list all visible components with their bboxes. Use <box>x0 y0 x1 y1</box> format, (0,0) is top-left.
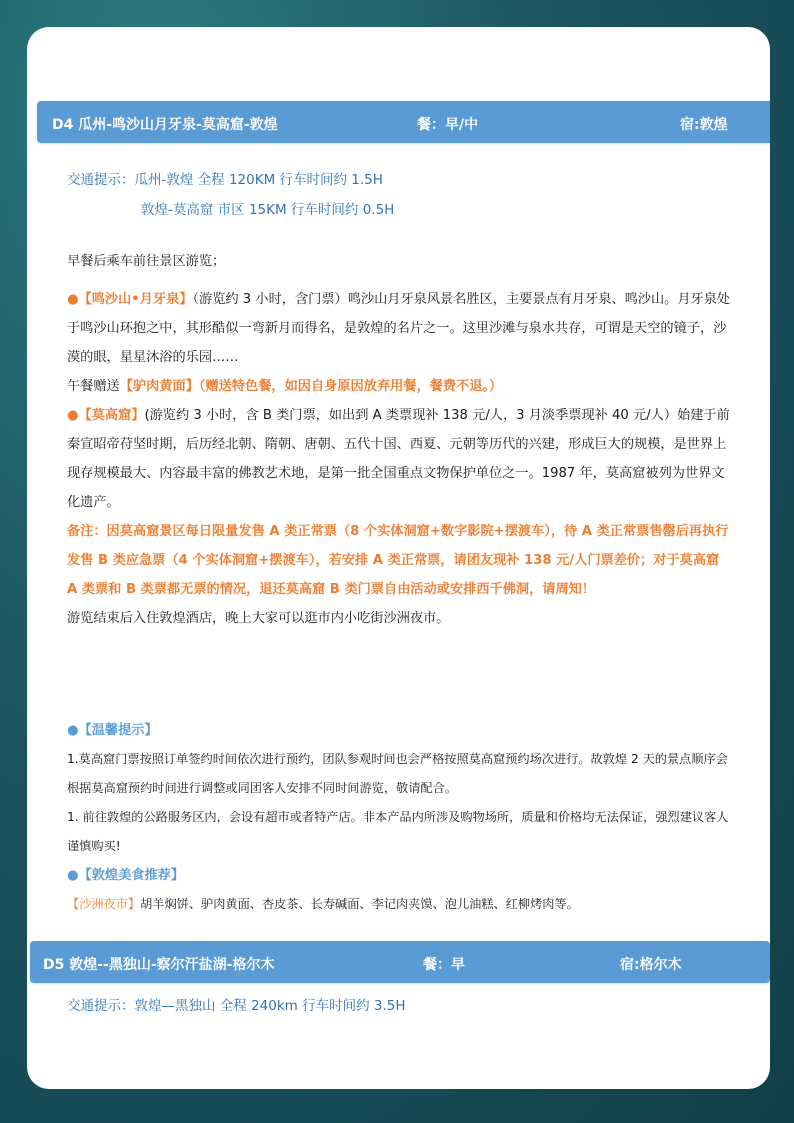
lunch-paragraph <box>67 372 731 401</box>
day4-meal: 餐：早/中 <box>417 117 479 133</box>
spot-mogao-desc: (游览约 3 小时，含 B 类门票，如出到 A 类票现补 138 元/人，3 月淡季票现补 40 元/人）始建于前秦宣昭帝苻坚时期，后历经北朝、隋朝、唐朝、五代十国、西夏、元朝等历代的兴建，形成巨大的规模，是世界上现存规模最大、内容最丰富的佛教艺术地，是第一批全国重点文物保护单位之一。1987 年，莫高窟被列为世界文化遗产。 <box>67 408 730 510</box>
day4-intro: 早餐后乘车前往景区游览； <box>67 254 226 269</box>
day4-transport-line-1: 交通提示：瓜州-敦煌 全程 120KM 行车时间约 1.5H <box>67 172 383 188</box>
lunch-name: 【驴肉黄面】（赠送特色餐，如因自身原因放弃用餐，餐费不退。） <box>119 379 503 394</box>
food-line <box>67 890 731 919</box>
tips-section <box>67 716 731 919</box>
lunch-prefix: 午餐赠送 <box>67 379 120 394</box>
food-title: 【敦煌美食推荐】 <box>78 868 185 883</box>
bullet-icon: ● <box>67 408 79 423</box>
spot-mogao-name: 【莫高窟】 <box>78 408 145 423</box>
day4-stay: 宿:敦煌 <box>680 117 728 133</box>
food-heading <box>67 861 731 890</box>
bullet-icon: ● <box>67 292 79 307</box>
itinerary-page <box>27 27 770 1089</box>
evening-paragraph: 游览结束后入住敦煌酒店，晚上大家可以逛市内小吃街沙洲夜市。 <box>67 611 450 626</box>
bullet-icon: ● <box>67 868 79 883</box>
day5-meal: 餐：早 <box>423 957 465 973</box>
day4-title: D4 瓜州-鸣沙山月牙泉-莫高窟-敦煌 <box>52 117 278 133</box>
spot-mingsha-paragraph <box>67 285 731 372</box>
day4-header-bar <box>37 101 770 143</box>
tip-item-2: 1. 前往敦煌的公路服务区内，会设有超市或者特产店。非本产品内所涉及购物场所，质量和价格均无法保证，强烈建议客人谨慎购买! <box>67 810 729 853</box>
food-list: 胡羊焖饼、驴肉黄面、杏皮茶、长寿碱面、李记肉夹馍、泡儿油糕、红柳烤肉等。 <box>140 897 579 911</box>
day5-title: D5 敦煌--黑独山-察尔汗盐湖-格尔木 <box>43 957 275 973</box>
day5-stay: 宿:格尔木 <box>620 957 682 973</box>
food-label: 【沙洲夜市】 <box>67 897 141 911</box>
tips-title: 【温馨提示】 <box>78 723 158 738</box>
tips-heading <box>67 716 731 745</box>
day5-header-bar <box>30 941 770 983</box>
tip-item-1: 1.莫高窟门票按照订单签约时间依次进行预约，团队参观时间也会严格按照莫高窟预约场次进行。故敦煌 2 天的景点顺序会根据莫高窟预约时间进行调整或同团客人安排不同时间游览，敬请配合。 <box>67 752 728 795</box>
day5-transport-line-1: 交通提示：敦煌—黑独山 全程 240km 行车时间约 3.5H <box>67 998 406 1014</box>
mogao-ticket-note: 备注：因莫高窟景区每日限量发售 A 类正常票（8 个实体洞窟+数字影院+摆渡车），待 A 类正常票售罄后再执行发售 B 类应急票（4 个实体洞窟+摆渡车），若安排 A 类正常票，请团友现补 138 元/人门票差价；对于莫高窟 A 类票和 B 类票都无票的情况，退还莫高窟 B 类门票自由活动或安排西千佛洞，请周知！ <box>67 524 729 597</box>
spot-mogao-paragraph <box>67 401 731 517</box>
spot-mingsha-desc: （游览约 3 小时，含门票）鸣沙山月牙泉风景名胜区，主要景点有月牙泉、鸣沙山。月牙泉处于鸣沙山环抱之中，其形酷似一弯新月而得名，是敦煌的名片之一。这里沙滩与泉水共存，可谓是天空的镜子，沙漠的眼，星星沐浴的乐园…… <box>67 292 731 365</box>
bullet-icon: ● <box>67 723 79 738</box>
spot-mingsha-name: 【鸣沙山•月牙泉】 <box>78 292 193 307</box>
day4-main-content <box>67 285 731 633</box>
day4-transport-line-2: 敦煌-莫高窟 市区 15KM 行车时间约 0.5H <box>141 202 395 218</box>
